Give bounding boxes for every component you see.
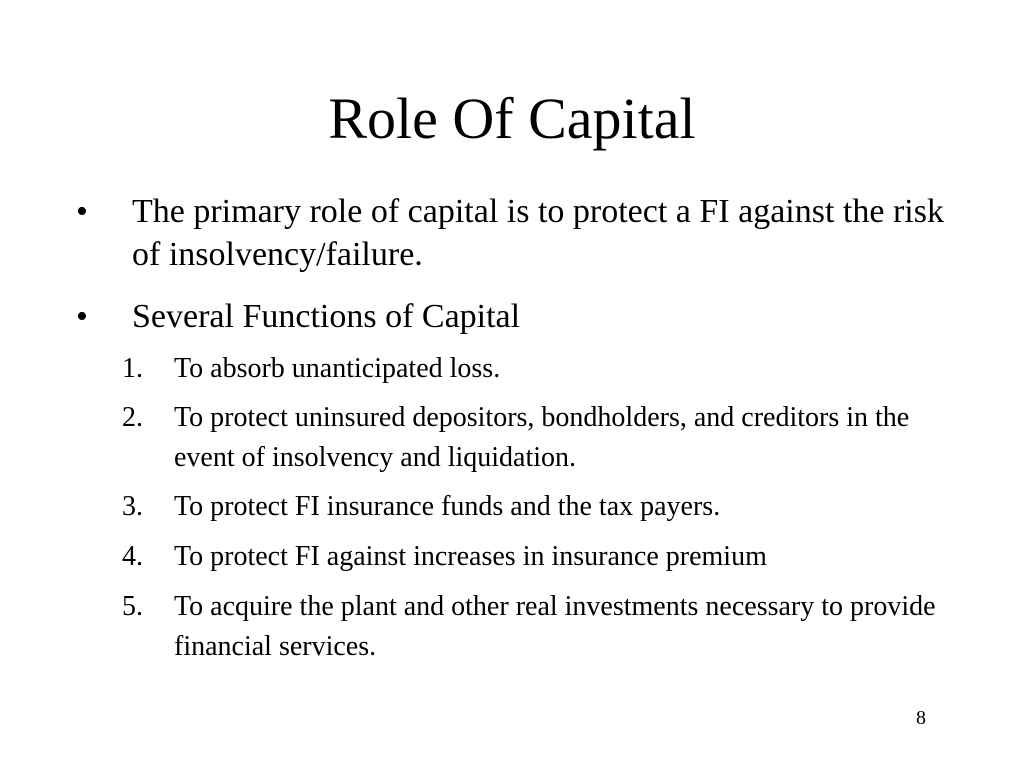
item-text: To protect FI insurance funds and the tax payers. xyxy=(174,491,721,522)
numbered-item xyxy=(122,587,982,667)
numbered-item xyxy=(122,537,982,577)
numbered-item xyxy=(122,349,982,389)
bullet-marker: • xyxy=(76,193,88,230)
item-number: 5. xyxy=(122,591,143,622)
slide-title: Role Of Capital xyxy=(328,86,696,151)
bullet-text: The primary role of capital is to protect a FI against the risk of insolvency/failure. xyxy=(132,193,944,273)
numbered-item xyxy=(122,398,982,478)
bullet-item xyxy=(76,295,976,338)
item-number: 2. xyxy=(122,402,143,433)
item-text: To protect FI against increases in insurance premium xyxy=(174,541,767,572)
bullet-text: Several Functions of Capital xyxy=(132,298,521,335)
page-number: 8 xyxy=(916,707,926,729)
item-number: 1. xyxy=(122,353,143,384)
item-number: 3. xyxy=(122,491,143,522)
bullet-item xyxy=(76,190,976,276)
item-text: To acquire the plant and other real investments necessary to provide financial services. xyxy=(174,591,936,662)
numbered-item xyxy=(122,487,982,527)
item-number: 4. xyxy=(122,541,143,572)
item-text: To absorb unanticipated loss. xyxy=(174,353,501,384)
bullet-marker: • xyxy=(76,298,88,335)
item-text: To protect uninsured depositors, bondholders, and creditors in the event of insolvency and liquidation. xyxy=(174,402,910,473)
